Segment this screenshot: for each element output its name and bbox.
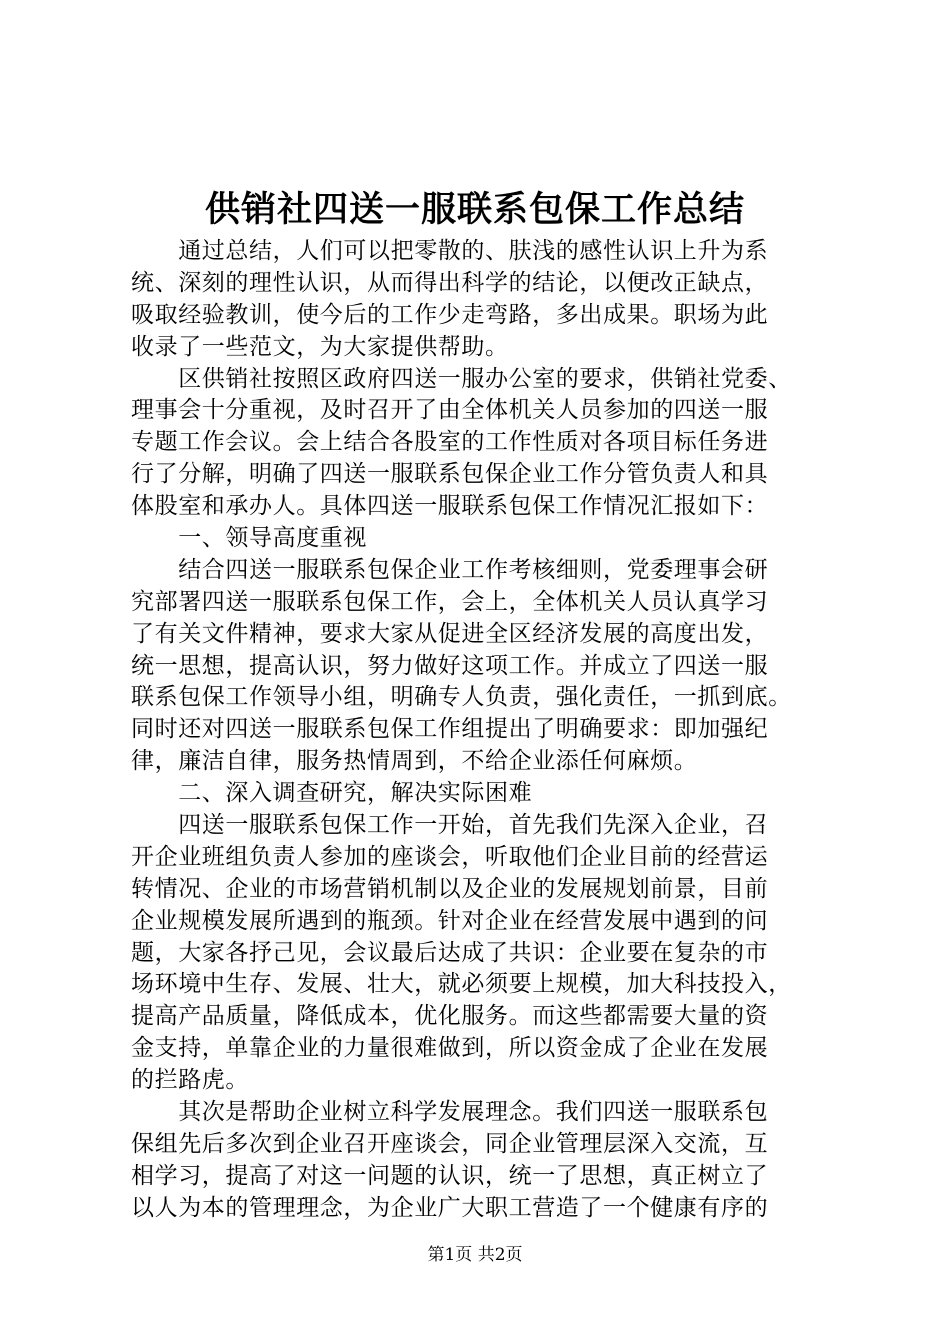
text-line: 相学习，提高了对这一问题的认识，统一了思想，真正树立了 <box>131 1162 769 1189</box>
text-line: 同时还对四送一服联系包保工作组提出了明确要求：即加强纪 <box>131 716 769 743</box>
text-line: 其次是帮助企业树立科学发展理念。我们四送一服联系包 <box>131 1099 769 1126</box>
text-line: 企业规模发展所遇到的瓶颈。针对企业在经营发展中遇到的问 <box>131 907 769 934</box>
text-line: 联系包保工作领导小组，明确专人负责，强化责任，一抓到底。 <box>131 684 792 711</box>
text-line: 题，大家各抒己见，会议最后达成了共识：企业要在复杂的市 <box>131 939 769 966</box>
text-line: 提高产品质量，降低成本，优化服务。而这些都需要大量的资 <box>131 1003 769 1030</box>
text-line: 保组先后多次到企业召开座谈会，同企业管理层深入交流，互 <box>131 1130 769 1157</box>
text-line: 二、深入调查研究，解决实际困难 <box>131 780 533 807</box>
text-line: 转情况、企业的市场营销机制以及企业的发展规划前景，目前 <box>131 875 769 902</box>
text-line: 一、领导高度重视 <box>131 525 367 552</box>
text-line: 开企业班组负责人参加的座谈会，听取他们企业目前的经营运 <box>131 843 769 870</box>
text-line: 通过总结，人们可以把零散的、肤浅的感性认识上升为系 <box>131 238 769 264</box>
text-line: 专题工作会议。会上结合各股室的工作性质对各项目标任务进 <box>131 429 769 456</box>
text-line: 场环境中生存、发展、壮大，就必须要上规模，加大科技投入， <box>131 971 792 998</box>
text-line: 以人为本的管理理念，为企业广大职工营造了一个健康有序的 <box>131 1194 769 1221</box>
text-line: 究部署四送一服联系包保工作，会上，全体机关人员认真学习 <box>131 588 769 615</box>
text-line: 收录了一些范文，为大家提供帮助。 <box>131 333 509 360</box>
text-line: 四送一服联系包保工作一开始，首先我们先深入企业，召 <box>131 812 769 839</box>
text-line: 统一思想，提高认识，努力做好这项工作。并成立了四送一服 <box>131 652 769 679</box>
text-line: 区供销社按照区政府四送一服办公室的要求，供销社党委、 <box>131 365 792 392</box>
text-line: 吸取经验教训，使今后的工作少走弯路，多出成果。职场为此 <box>131 301 769 328</box>
text-line: 理事会十分重视，及时召开了由全体机关人员参加的四送一服 <box>131 397 769 424</box>
text-line: 金支持，单靠企业的力量很难做到，所以资金成了企业在发展 <box>131 1035 769 1062</box>
document-title: 供销社四送一服联系包保工作总结 <box>204 189 745 230</box>
text-line: 体股室和承办人。具体四送一服联系包保工作情况汇报如下： <box>131 493 769 520</box>
text-line: 统、深刻的理性认识，从而得出科学的结论，以便改正缺点， <box>131 269 769 296</box>
document-body <box>131 236 843 1225</box>
text-line: 结合四送一服联系包保企业工作考核细则，党委理事会研 <box>131 556 769 583</box>
text-line: 的拦路虎。 <box>131 1067 249 1094</box>
text-line: 了有关文件精神，要求大家从促进全区经济发展的高度出发， <box>131 620 769 647</box>
text-line: 律，廉洁自律，服务热情周到，不给企业添任何麻烦。 <box>131 748 698 775</box>
page-footer: 第1页 共2页 <box>427 1245 523 1265</box>
text-line: 行了分解，明确了四送一服联系包保企业工作分管负责人和具 <box>131 461 769 488</box>
